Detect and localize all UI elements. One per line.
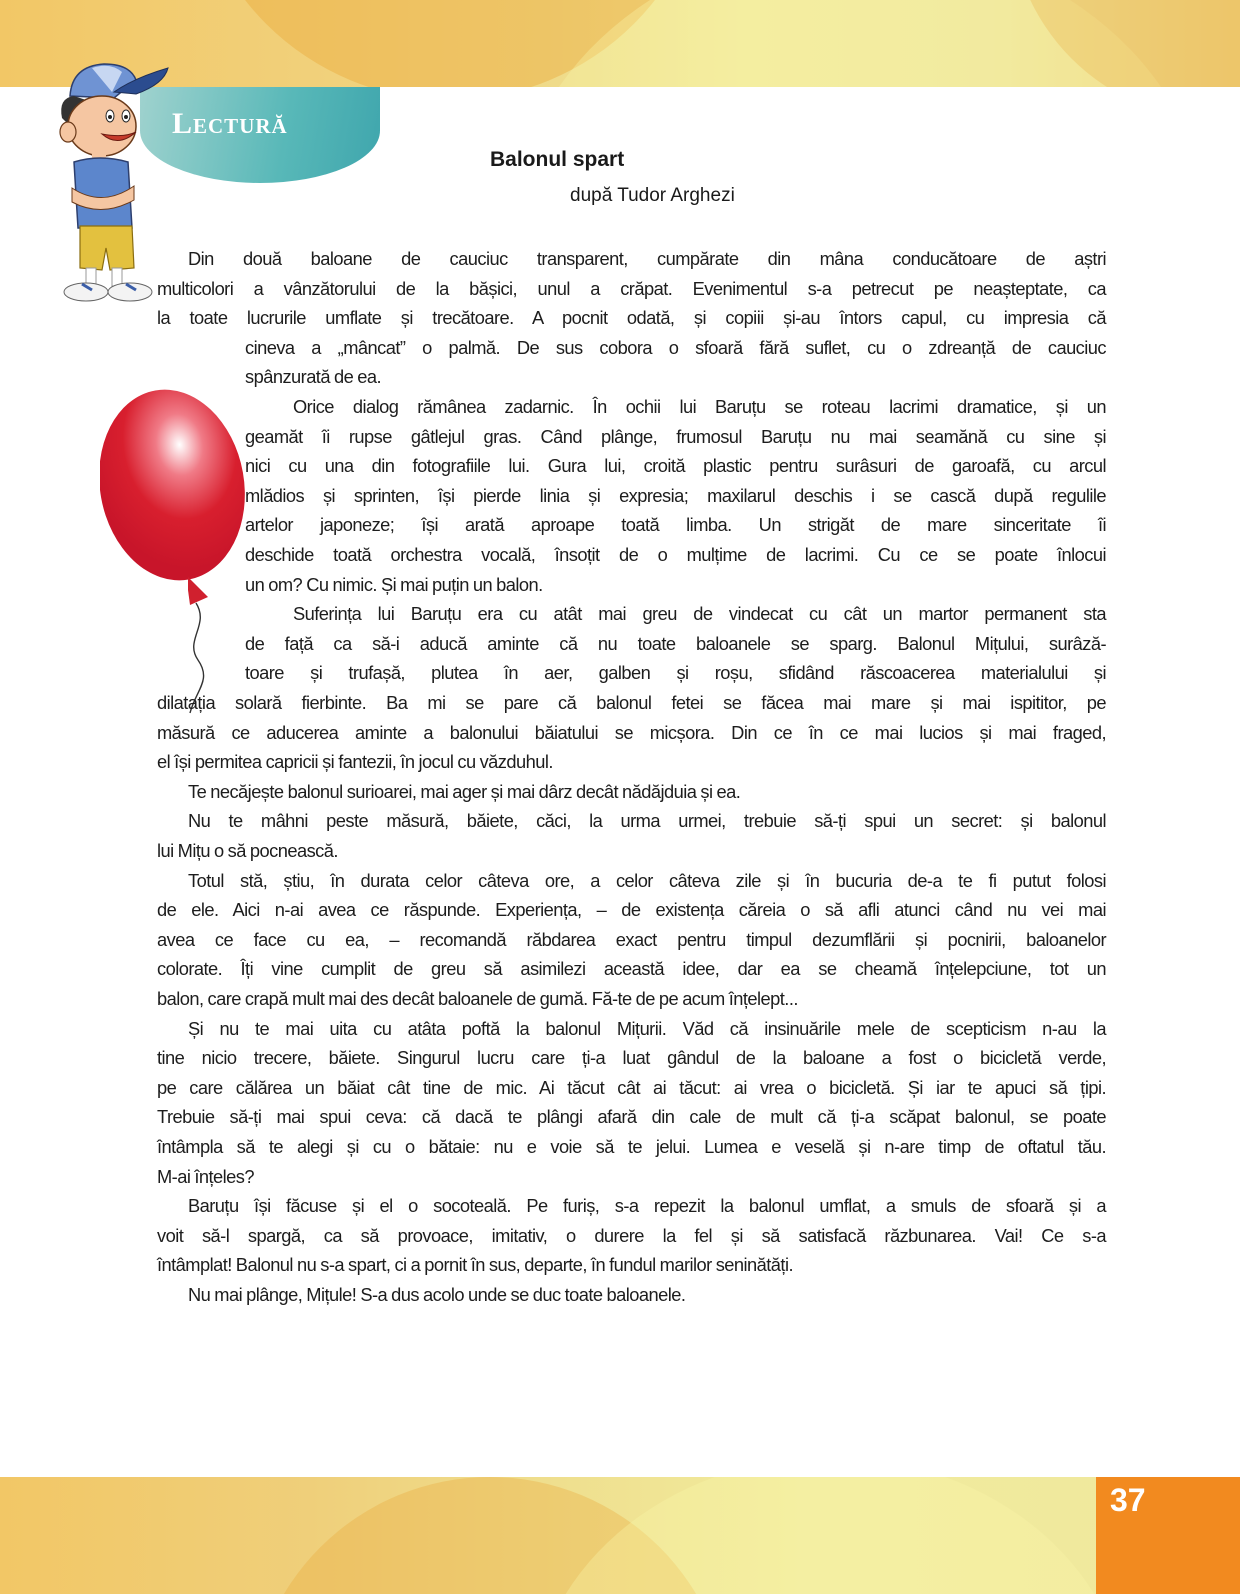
top-decorative-band — [0, 0, 1240, 87]
story-line: avea ce face cu ea, – recomandă răbdarea exact pentru timpul dezumflării și pocnirii, baloanelor — [157, 928, 1106, 950]
story-line: voit să-l spargă, ca să provoace, imitativ, o durere la fel și să satisfacă răzbunarea. Vai! Ce s-a — [157, 1224, 1106, 1246]
story-line: de față ca să-i aducă aminte că nu toate baloanele se sparg. Balonul Mițului, surâză- — [245, 632, 1106, 654]
story-line: măsură ce aducerea aminte a balonului băiatului se micșora. Din ce în ce mai lucios și mai fraged, — [157, 721, 1106, 743]
story-line: mlădios și sprinten, își pierde linia și expresia; maxilarul deschis i se cască după regulile — [245, 484, 1106, 506]
red-balloon-icon — [100, 385, 260, 715]
story-line: multicolori a vânzătorului de la bășici, unul a crăpat. Evenimentul s-a petrecut pe neașteptate, ca — [157, 277, 1106, 299]
bottom-decorative-band — [0, 1477, 1240, 1594]
story-line: la toate lucrurile umflate și trecătoare. A pocnit odată, și copiii și-au întors capul, cu impresia că — [157, 307, 1106, 329]
story-title: Balonul spart — [490, 148, 625, 171]
story-line: nici cu una din fotografiile lui. Gura lui, croită plastic pentru surâsuri de garoafă, cu arcul — [245, 455, 1106, 477]
story-line: Te necăjește balonul surioarei, mai ager și mai dârz decât nădăjduia și ea. — [188, 780, 741, 802]
story-line: colorate. Îți vine cumplit de greu să asimilezi această idee, dar ea se cheamă înțelepciune, tot un — [157, 958, 1106, 980]
story-line: el își permitea capricii și fantezii, în jocul cu văzduhul. — [157, 751, 553, 773]
story-line: de ele. Aici n-ai avea ce răspunde. Experiența, – de existența căreia o să afli atunci când nu vei mai — [157, 899, 1106, 921]
story-line: artelor japoneze; își arată aproape toată limba. Un strigăt de mare sinceritate îi — [245, 514, 1106, 536]
story-line: un om? Cu nimic. Și mai puțin un balon. — [245, 573, 543, 595]
decor-shape — [530, 1477, 1130, 1594]
story-line: tine nicio trecere, băiete. Singurul lucru care ți-a luat gândul de la baloane a fost o bicicletă verde, — [157, 1047, 1106, 1069]
story-line: Nu te mâhni peste măsură, băiete, căci, la urma urmei, trebuie să-ți spui un secret: și balonul — [188, 810, 1106, 832]
story-line: Trebuie să-ți mai spui ceva: că dacă te plângi afară din cale de mult că ți-a scăpat balonul, se poate — [157, 1106, 1106, 1128]
story-line: Și nu te mai uita cu atâta poftă la balonul Mițurii. Văd că insinuările mele de scepticism n-au la — [188, 1017, 1106, 1039]
story-line: întâmplat! Balonul nu s-a spart, ci a pornit în sus, departe, în fundul marilor seninătăți. — [157, 1254, 793, 1276]
story-line: întâmpla să te alegi și cu o bătaie: nu e voie să te jelui. Lumea e veselă și n-are timp de oftatul tău. — [157, 1136, 1106, 1157]
story-line: cineva a „mâncat” o palmă. De sus cobora o sfoară fără suflet, cu o zdreanță de cauciuc — [245, 336, 1106, 358]
story-line: spânzurată de ea. — [245, 366, 382, 388]
story-line: Orice dialog rămânea zadarnic. În ochii lui Baruțu se roteau lacrimi dramatice, și un — [293, 396, 1106, 417]
story-line: Baruțu își făcuse și el o socoteală. Pe furiș, s-a repezit la balonul umflat, a smuls de sfoară și a — [188, 1195, 1106, 1217]
story-line: Totul stă, știu, în durata celor câteva ore, a celor câteva zile și în bucuria de-a te fi putut folosi — [188, 869, 1106, 891]
page-number: 37 — [1110, 1482, 1146, 1518]
story-line: Din două baloane de cauciuc transparent, cumpărate din mâna conducătoare de aștri — [188, 248, 1106, 269]
story-author: după Tudor Arghezi — [570, 185, 735, 206]
story-line: Suferința lui Baruțu era cu atât mai greu de vindecat cu cât un martor permanent sta — [293, 603, 1106, 625]
story-line: balon, care crapă mult mai des decât baloanele de gumă. Fă-te de pe acum înțelept... — [157, 988, 798, 1009]
story-line: pe care călărea un băiat cât tine de mic. Ai tăcut cât ai tăcut: ai vrea o bicicletă. Și iar te apuci să țipi. — [157, 1076, 1106, 1098]
section-label: Lectură — [172, 107, 288, 140]
story-line: deschide toată orchestra vocală, însoțit de o mulțime de lacrimi. Cu ce se poate înlocui — [245, 544, 1106, 565]
story-line: M-ai înțeles? — [157, 1165, 255, 1187]
boy-mascot-icon — [52, 58, 172, 303]
story-line: toare și trufașă, plutea în aer, galben și roșu, sfidând răscoacerea materialului și — [245, 662, 1106, 684]
story-line: Nu mai plânge, Mițule! S-a dus acolo unde se duc toate baloanele. — [188, 1284, 686, 1305]
story-line: geamăt îi rupse gâtlejul gras. Când plânge, frumosul Baruțu nu mai seamănă cu sine și — [245, 425, 1106, 447]
story-line: lui Mițu o să pocnească. — [157, 840, 338, 861]
story-line: dilatația solară fierbinte. Ba mi se pare că balonul fetei se făcea mai mare și mai ispititor, pe — [157, 692, 1106, 713]
